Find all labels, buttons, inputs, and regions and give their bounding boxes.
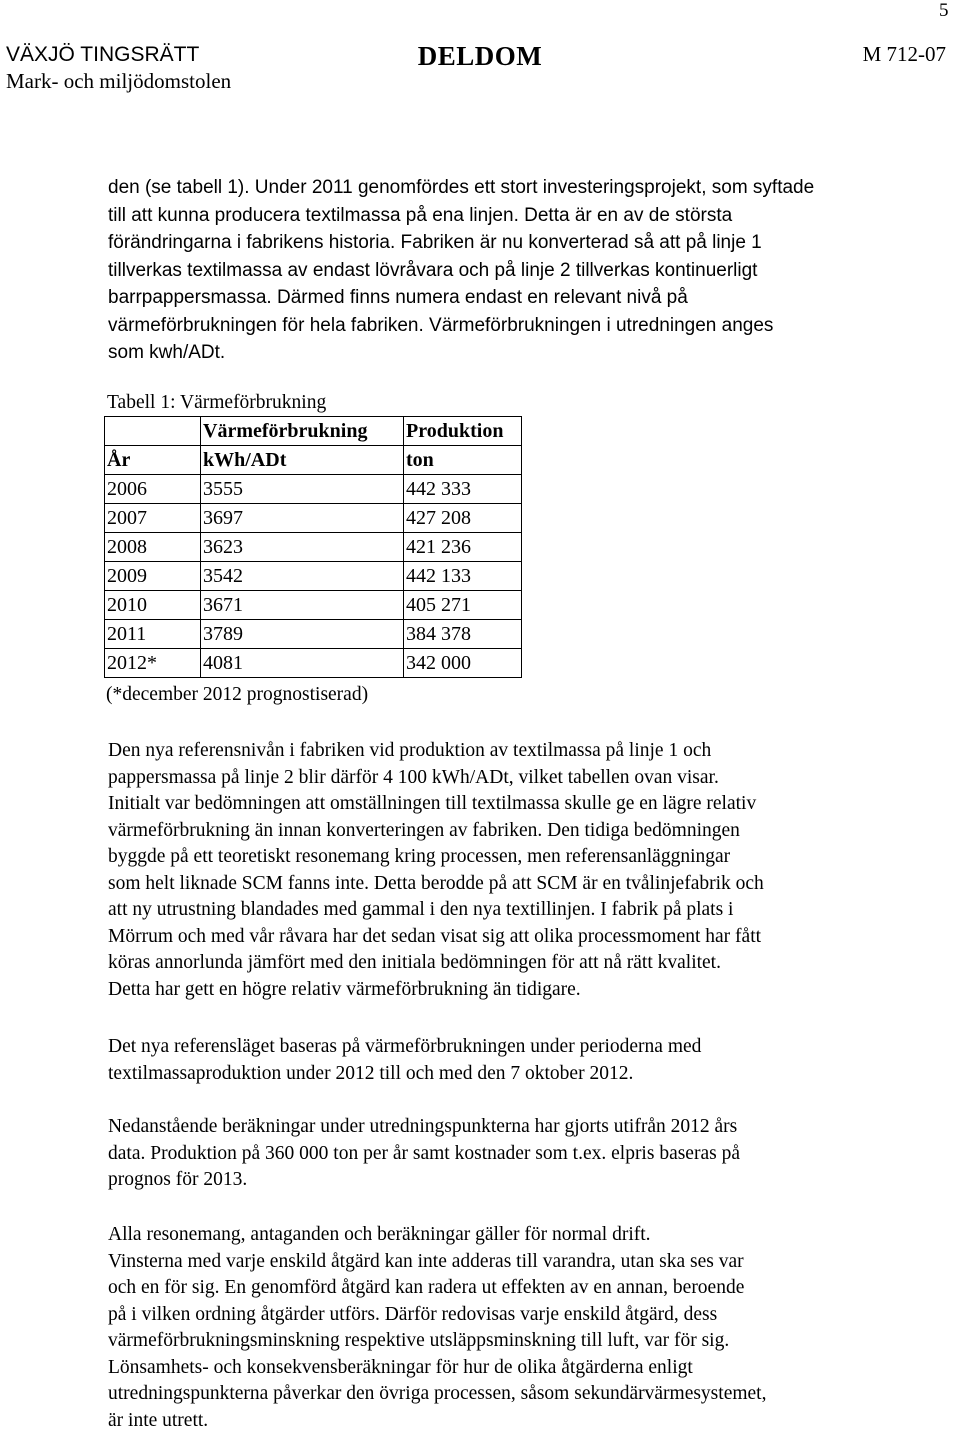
table-cell: 2008 — [105, 533, 201, 562]
text-line: Det nya referensläget baseras på värmeförbrukningen under perioderna med — [108, 1034, 908, 1061]
table-row — [105, 620, 522, 649]
table-cell: 4081 — [201, 649, 404, 678]
table-row — [105, 475, 522, 504]
text-line: köras annorlunda jämfört med den initiala bedömningen för att nå rätt kvalitet. — [108, 950, 908, 977]
table-row — [105, 591, 522, 620]
table-cell: 3671 — [201, 591, 404, 620]
text-line: Den nya referensnivån i fabriken vid produktion av textilmassa på linje 1 och — [108, 738, 908, 765]
document-type: DELDOM — [0, 41, 960, 72]
table-cell: 342 000 — [404, 649, 522, 678]
text-line: Lönsamhets- och konsekvensberäkningar för hur de olika åtgärderna enligt — [108, 1355, 908, 1382]
text-line: byggde på ett teoretiskt resonemang kring processen, men referensanläggningar — [108, 844, 908, 871]
table-cell: 2007 — [105, 504, 201, 533]
paragraph-reference-basis — [108, 1034, 908, 1087]
table-cell: 384 378 — [404, 620, 522, 649]
intro-paragraph — [108, 174, 908, 367]
text-line: Vinsterna med varje enskild åtgärd kan inte adderas till varandra, utan ska ses var — [108, 1249, 908, 1276]
table-header-cell: Värmeförbrukning — [201, 417, 404, 446]
paragraph-calculations — [108, 1114, 908, 1194]
table-cell: 3623 — [201, 533, 404, 562]
table-row — [105, 562, 522, 591]
table-cell: 427 208 — [404, 504, 522, 533]
court-division: Mark- och miljödomstolen — [6, 68, 231, 94]
text-line: textilmassaproduktion under 2012 till och med den 7 oktober 2012. — [108, 1061, 908, 1088]
page-number: 5 — [939, 0, 949, 22]
table-cell: 3697 — [201, 504, 404, 533]
table-cell: 2010 — [105, 591, 201, 620]
table-cell: 2011 — [105, 620, 201, 649]
text-line: barrpappersmassa. Därmed finns numera endast en relevant nivå på — [108, 284, 908, 312]
text-line: tillverkas textilmassa av endast lövråvara och på linje 2 tillverkas kontinuerligt — [108, 257, 908, 285]
table-row — [105, 533, 522, 562]
text-line: som kwh/ADt. — [108, 339, 908, 367]
text-line: pappersmassa på linje 2 blir därför 4 100 kWh/ADt, vilket tabellen ovan visar. — [108, 765, 908, 792]
text-line: den (se tabell 1). Under 2011 genomfördes ett stort investeringsprojekt, som syftade — [108, 174, 908, 202]
text-line: att ny utrustning blandades med gammal i den nya textillinjen. I fabrik på plats i — [108, 897, 908, 924]
table-row — [105, 649, 522, 678]
text-line: förändringarna i fabrikens historia. Fabriken är nu konverterad så att på linje 1 — [108, 229, 908, 257]
text-line: Initialt var bedömningen att omställningen till textilmassa skulle ge en lägre relativ — [108, 791, 908, 818]
table-header-cell: ton — [404, 446, 522, 475]
table-caption: Tabell 1: Värmeförbrukning — [107, 392, 326, 414]
text-line: och en för sig. En genomförd åtgärd kan radera ut effekten av en annan, beroende — [108, 1275, 908, 1302]
text-line: värmeförbrukning än innan konverteringen av fabriken. Den tidiga bedömningen — [108, 818, 908, 845]
table-header-cell — [105, 417, 201, 446]
table-cell: 2012* — [105, 649, 201, 678]
table-cell: 3555 — [201, 475, 404, 504]
table-cell: 405 271 — [404, 591, 522, 620]
table-cell: 2009 — [105, 562, 201, 591]
court-name: VÄXJÖ TINGSRÄTT — [6, 42, 231, 68]
text-line: som helt liknade SCM fanns inte. Detta berodde på att SCM är en tvålinjefabrik och — [108, 871, 908, 898]
text-line: Nedanstående beräkningar under utredningspunkterna har gjorts utifrån 2012 års — [108, 1114, 908, 1141]
table-cell: 3542 — [201, 562, 404, 591]
text-line: på i vilken ordning åtgärder utförs. Därför redovisas varje enskild åtgärd, dess — [108, 1302, 908, 1329]
text-line: Detta har gett en högre relativ värmeförbrukning än tidigare. — [108, 977, 908, 1004]
table-cell: 421 236 — [404, 533, 522, 562]
table-row — [105, 504, 522, 533]
table-cell: 2006 — [105, 475, 201, 504]
paragraph-reference-level — [108, 738, 908, 1003]
paragraph-assumptions — [108, 1222, 908, 1434]
table-header-row — [105, 417, 522, 446]
table-header-row — [105, 446, 522, 475]
table-header-cell: Produktion — [404, 417, 522, 446]
text-line: Alla resonemang, antaganden och beräkningar gäller för normal drift. — [108, 1222, 908, 1249]
text-line: Mörrum och med vår råvara har det sedan visat sig att olika processmoment har fått — [108, 924, 908, 951]
text-line: är inte utrett. — [108, 1408, 908, 1434]
table-cell: 3789 — [201, 620, 404, 649]
text-line: värmeförbrukningen för hela fabriken. Värmeförbrukningen i utredningen anges — [108, 312, 908, 340]
text-line: prognos för 2013. — [108, 1167, 908, 1194]
text-line: till att kunna producera textilmassa på ena linjen. Detta är en av de största — [108, 202, 908, 230]
table-cell: 442 133 — [404, 562, 522, 591]
heat-consumption-table — [104, 416, 522, 678]
text-line: data. Produktion på 360 000 ton per år samt kostnader som t.ex. elpris baseras på — [108, 1141, 908, 1168]
text-line: utredningspunkterna påverkar den övriga processen, såsom sekundärvärmesystemet, — [108, 1381, 908, 1408]
text-line: värmeförbrukningsminskning respektive utsläppsminskning till luft, var för sig. — [108, 1328, 908, 1355]
table-header-cell: År — [105, 446, 201, 475]
case-number: M 712-07 — [863, 42, 946, 67]
table-cell: 442 333 — [404, 475, 522, 504]
table-header-cell: kWh/ADt — [201, 446, 404, 475]
table-footnote: (*december 2012 prognostiserad) — [106, 684, 368, 706]
